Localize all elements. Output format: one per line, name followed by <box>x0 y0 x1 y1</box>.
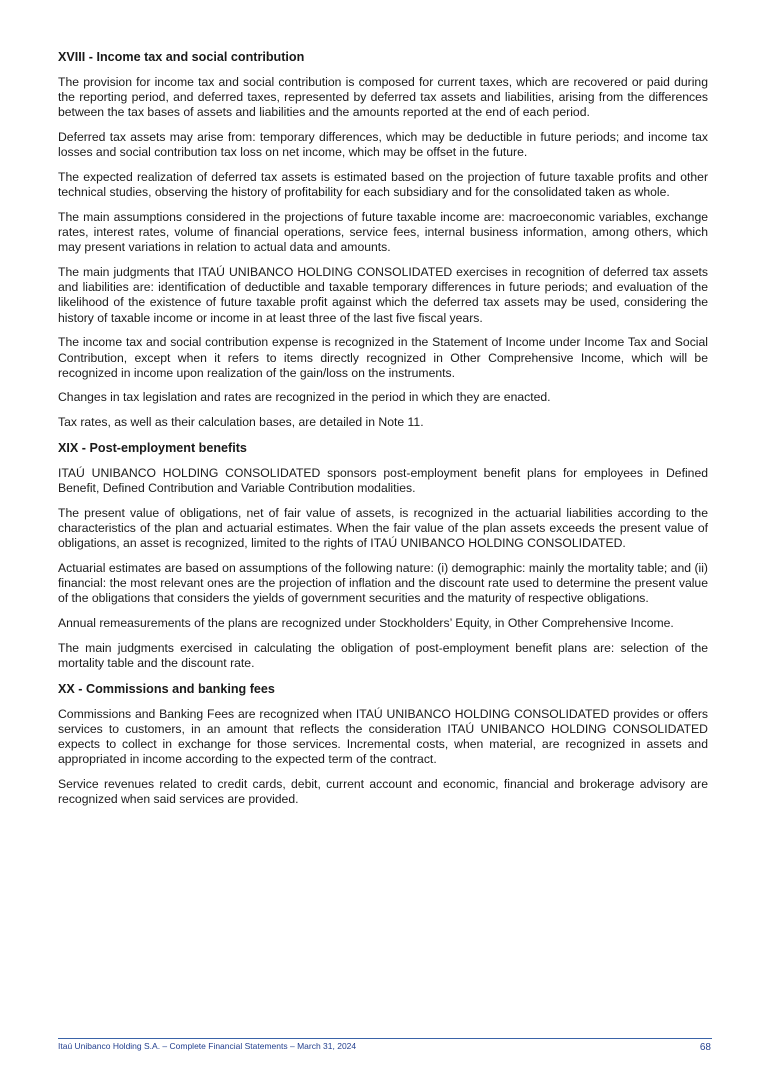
paragraph: Annual remeasurements of the plans are recognized under Stockholders’ Equity, in Other Comprehensive Income. <box>58 615 674 630</box>
paragraph: The main judgments that ITAÚ UNIBANCO HOLDING CONSOLIDATED exercises in recognition of deferred tax assets and liabilities are: identification of deductible and taxable temporary differences in future periods; and evaluation of the likelihood of the existence of future taxable profit against which the deferred tax assets may be used, considering the history of taxable income or income in at least three of the last five fiscal years. <box>58 265 708 325</box>
page-number: 68 <box>699 1042 711 1053</box>
paragraph: The present value of obligations, net of fair value of assets, is recognized in the actuarial liabilities according to the characteristics of the plan and actuarial estimates. When the fair value of the plan assets exceeds the present value of obligations, an asset is recognized, limited to the rights of ITAÚ UNIBANCO HOLDING CONSOLIDATED. <box>58 505 708 551</box>
paragraph: The income tax and social contribution expense is recognized in the Statement of Income under Income Tax and Social Contribution, except when it refers to items directly recognized in Other Comprehensive Income, which will be recognized in income upon realization of the gain/loss on the instruments. <box>58 335 708 380</box>
paragraph: The expected realization of deferred tax assets is estimated based on the projection of future taxable profits and other technical studies, observing the history of profitability for each subsidiary and for the consolidated taken as whole. <box>58 170 708 200</box>
section-heading: XVIII - Income tax and social contribution <box>58 50 305 64</box>
section-commissions <box>58 681 708 808</box>
footer-document-title: Itaú Unibanco Holding S.A. – Complete Financial Statements – March 31, 2024 <box>58 1041 357 1051</box>
paragraph: The main assumptions considered in the projections of future taxable income are: macroeconomic variables, exchange rates, interest rates, volume of financial operations, service fees, internal business information, among others, which may present variations in relation to actual data and amounts. <box>58 209 708 255</box>
footer-divider <box>58 1038 712 1039</box>
paragraph: Deferred tax assets may arise from: temporary differences, which may be deductible in future periods; and income tax losses and social contribution tax loss on net income, which may be offset in the future. <box>58 130 708 160</box>
paragraph: Changes in tax legislation and rates are recognized in the period in which they are enacted. <box>58 390 551 405</box>
document-body <box>58 49 708 817</box>
section-post-employment <box>58 440 708 671</box>
paragraph: Commissions and Banking Fees are recognized when ITAÚ UNIBANCO HOLDING CONSOLIDATED provides or offers services to customers, in an amount that reflects the consideration ITAÚ UNIBANCO HOLDING CONSOLIDATED expects to collect in exchange for those services. Incremental costs, when material, are recognized in assets and appropriated in income according to the expected term of the contract. <box>58 706 708 767</box>
paragraph: The provision for income tax and social contribution is composed for current taxes, which are recovered or paid during the reporting period, and deferred taxes, represented by deferred tax assets and liabilities, arising from the differences between the tax bases of assets and liabilities and the amounts reported at the end of each period. <box>58 75 708 120</box>
paragraph: ITAÚ UNIBANCO HOLDING CONSOLIDATED sponsors post-employment benefit plans for employees in Defined Benefit, Defined Contribution and Variable Contribution modalities. <box>58 465 708 496</box>
section-income-tax <box>58 49 708 430</box>
section-heading: XIX - Post-employment benefits <box>58 440 247 455</box>
paragraph: The main judgments exercised in calculating the obligation of post-employment benefit plans are: selection of the mortality table and the discount rate. <box>58 640 708 670</box>
paragraph: Actuarial estimates are based on assumptions of the following nature: (i) demographic: mainly the mortality table; and (ii) financial: the most relevant ones are the projection of inflation and the discount rate used to determine the present value of the obligations that considers the yields of government securities and the maturity of respective obligations. <box>58 560 708 606</box>
paragraph: Tax rates, as well as their calculation bases, are detailed in Note 11. <box>58 415 424 430</box>
paragraph: Service revenues related to credit cards, debit, current account and economic, financial and brokerage advisory are recognized when said services are provided. <box>58 776 708 807</box>
section-heading: XX - Commissions and banking fees <box>58 681 275 696</box>
